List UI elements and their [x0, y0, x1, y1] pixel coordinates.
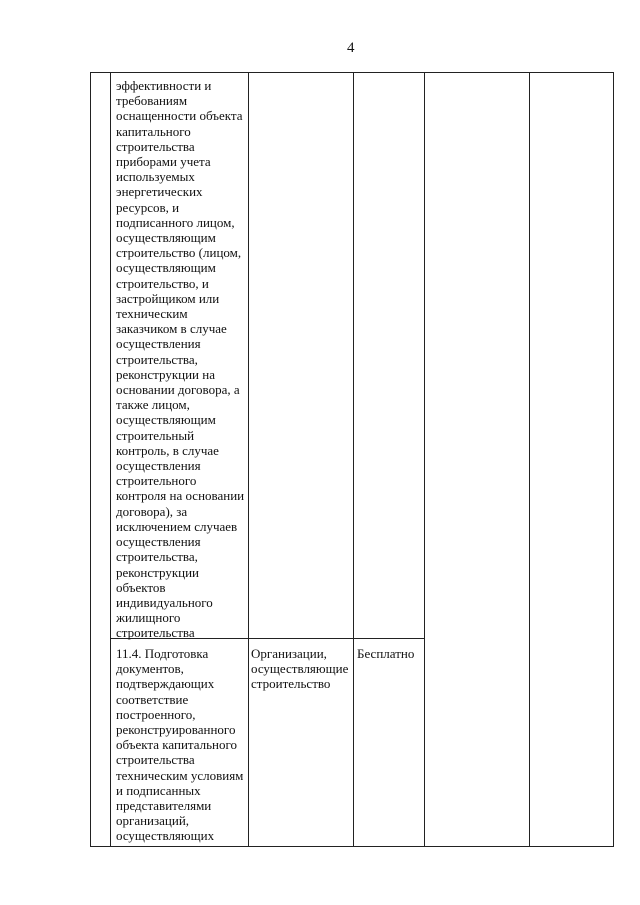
price-cell: Бесплатно [357, 646, 415, 661]
service-name-cell: 11.4. Подготовка документов, подтверждающих соответствие построенного, реконструированного объекта капитального строительства техническим условиям и подписанных представителями организаций, осуществляющих [116, 646, 244, 844]
column-divider-1 [110, 72, 111, 847]
table-bottom-border [90, 846, 614, 847]
column-divider-4 [424, 72, 425, 847]
page-number: 4 [347, 40, 355, 56]
service-description-cell: эффективности и требованиям оснащенности объекта капитального строительства приборами учета используемых энергетических ресурсов, и подписанного лицом, осуществляющим строительство (лицом, осуществляющим строительство, и застройщиком или техническим заказчиком в случае осуществления строительства, реконструкции на основании договора, а также лицом, осуществляющим строительный контроль, в случае осуществления строительного контроля на основании договора), за исключением случаев осуществления строительства, реконструкции объектов индивидуального жилищного строительства [116, 78, 245, 641]
column-divider-2 [248, 72, 249, 847]
table-left-border [90, 72, 91, 847]
column-divider-5 [529, 72, 530, 847]
table-top-border [90, 72, 614, 73]
column-divider-3 [353, 72, 354, 847]
recipient-cell: Организации, осуществляющие строительство [251, 646, 349, 692]
table-right-border [613, 72, 614, 847]
